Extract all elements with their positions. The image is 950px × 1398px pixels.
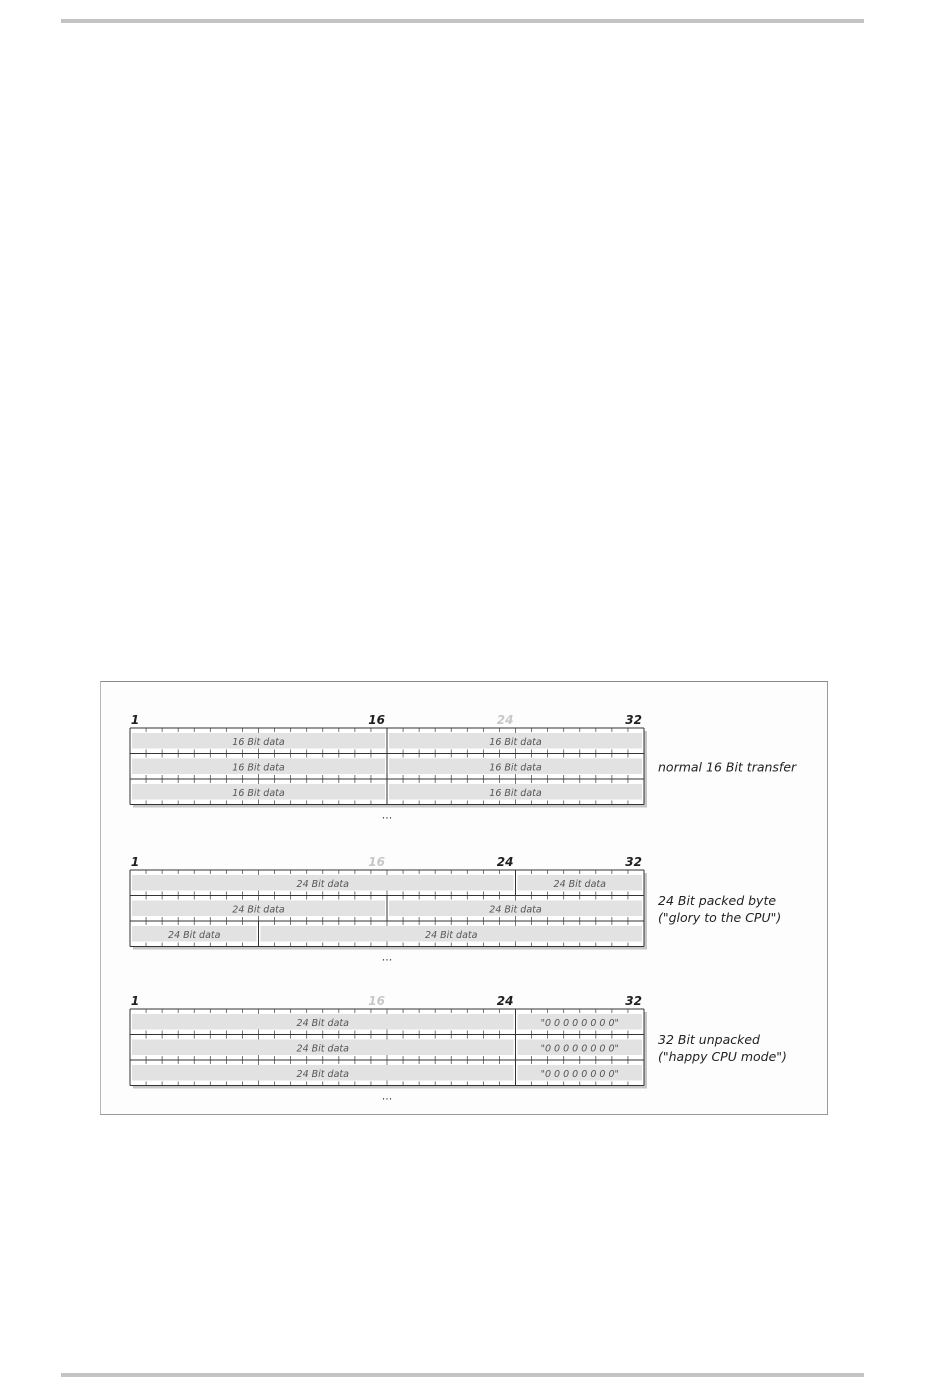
bit-layout-diagram xyxy=(101,682,827,1114)
bit-marker-32: 32 xyxy=(625,994,642,1008)
bit-marker-16: 16 xyxy=(368,994,385,1008)
diagram-caption: ("happy CPU mode") xyxy=(658,1048,787,1064)
bit-marker-16: 16 xyxy=(368,855,385,869)
field-label: 24 Bit data xyxy=(425,929,478,941)
field-label: 16 Bit data xyxy=(232,787,285,799)
diagram-caption: ("glory to the CPU") xyxy=(658,909,782,925)
bit-marker-24: 24 xyxy=(496,855,514,869)
field-label: 16 Bit data xyxy=(489,736,542,748)
continuation-ellipsis: ... xyxy=(381,1089,393,1103)
bit-marker-1: 1 xyxy=(130,855,140,869)
field-label: 24 Bit data xyxy=(232,904,285,916)
register-diagram-unpacked xyxy=(130,994,787,1103)
field-label: 24 Bit data xyxy=(296,1068,349,1080)
diagram-caption: normal 16 Bit transfer xyxy=(658,759,797,775)
diagram-caption: 32 Bit unpacked xyxy=(658,1031,760,1047)
bit-marker-1: 1 xyxy=(130,994,140,1008)
bottom-rule xyxy=(61,1373,864,1377)
register-diagram-normal xyxy=(130,713,797,822)
field-label: 16 Bit data xyxy=(232,736,285,748)
bit-marker-32: 32 xyxy=(625,713,642,727)
bit-marker-16: 16 xyxy=(368,713,385,727)
field-label: 16 Bit data xyxy=(489,762,542,774)
figure-frame xyxy=(100,681,828,1115)
field-label: 24 Bit data xyxy=(296,1043,349,1055)
field-label: 16 Bit data xyxy=(232,762,285,774)
continuation-ellipsis: ... xyxy=(381,808,393,822)
field-label: 24 Bit data xyxy=(553,878,606,890)
field-label: 24 Bit data xyxy=(489,904,542,916)
field-label: "0 0 0 0 0 0 0 0" xyxy=(540,1068,619,1080)
field-label: 24 Bit data xyxy=(296,1017,349,1029)
field-label: "0 0 0 0 0 0 0 0" xyxy=(540,1017,619,1029)
bit-marker-24: 24 xyxy=(496,994,514,1008)
field-label: 24 Bit data xyxy=(168,929,221,941)
bit-marker-24: 24 xyxy=(496,713,514,727)
field-label: 16 Bit data xyxy=(489,787,542,799)
field-label: "0 0 0 0 0 0 0 0" xyxy=(540,1043,619,1055)
continuation-ellipsis: ... xyxy=(381,950,393,964)
field-label: 24 Bit data xyxy=(296,878,349,890)
diagram-caption: 24 Bit packed byte xyxy=(658,892,777,908)
register-diagram-packed xyxy=(130,855,781,964)
bit-marker-32: 32 xyxy=(625,855,642,869)
top-rule xyxy=(61,19,864,23)
bit-marker-1: 1 xyxy=(130,713,140,727)
